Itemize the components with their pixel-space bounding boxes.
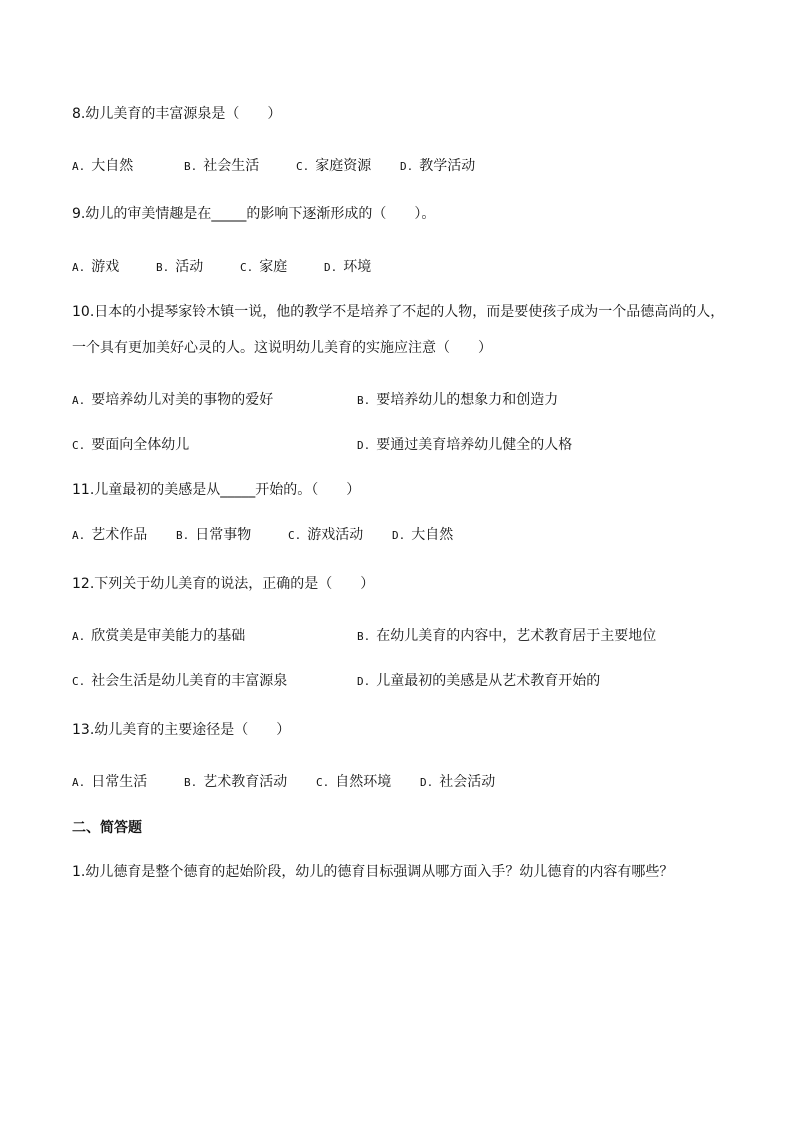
option-a[interactable]: A. 要培养幼儿对美的事物的爱好 (72, 392, 274, 408)
question-11 (72, 480, 360, 500)
option-d[interactable]: D. 要通过美育培养幼儿健全的人格 (357, 437, 573, 453)
option-d[interactable]: D. 社会活动 (420, 774, 496, 790)
option-c[interactable]: C. 家庭 (240, 259, 288, 275)
question-10-line-1 (72, 302, 724, 322)
question-text: 9.幼儿的审美情趣是在_____的影响下逐渐形成的（ ）。 (72, 206, 436, 222)
option-c[interactable]: C. 要面向全体幼儿 (72, 437, 190, 453)
question-text: 12.下列关于幼儿美育的说法，正确的是（ ） (72, 576, 375, 592)
option-d[interactable]: D. 儿童最初的美感是从艺术教育开始的 (357, 673, 601, 689)
question-9 (72, 204, 435, 224)
option-b[interactable]: B. 日常事物 (176, 527, 252, 543)
question-text: 一个具有更加美好心灵的人。这说明幼儿美育的实施应注意（ ） (72, 340, 492, 356)
option-c[interactable]: C. 家庭资源 (296, 158, 372, 174)
option-d[interactable]: D. 教学活动 (400, 158, 476, 174)
option-c[interactable]: C. 游戏活动 (288, 527, 364, 543)
option-b[interactable]: B. 社会生活 (184, 158, 260, 174)
question-12 (72, 574, 374, 594)
question-text: 8.幼儿美育的丰富源泉是（ ） (72, 106, 282, 122)
question-text: 1.幼儿德育是整个德育的起始阶段，幼儿的德育目标强调从哪方面入手？幼儿德育的内容有哪些？ (72, 864, 674, 880)
short-answer-question-1 (72, 862, 673, 882)
option-c[interactable]: C. 自然环境 (316, 774, 392, 790)
option-b[interactable]: B. 在幼儿美育的内容中，艺术教育居于主要地位 (357, 628, 657, 644)
question-text: 13.幼儿美育的主要途径是（ ） (72, 722, 291, 738)
question-13 (72, 720, 290, 740)
option-a[interactable]: A. 游戏 (72, 259, 120, 275)
section-title: 二、简答题 (72, 820, 142, 836)
question-text: 10.日本的小提琴家铃木镇一说，他的教学不是培养了不起的人物，而是要使孩子成为一个品德高尚的人， (72, 304, 725, 320)
option-a[interactable]: A. 欣赏美是审美能力的基础 (72, 628, 246, 644)
option-a[interactable]: A. 日常生活 (72, 774, 148, 790)
option-a[interactable]: A. 大自然 (72, 158, 134, 174)
option-b[interactable]: B. 要培养幼儿的想象力和创造力 (357, 392, 559, 408)
option-d[interactable]: D. 大自然 (392, 527, 454, 543)
question-text: 11.儿童最初的美感是从_____开始的。（ ） (72, 482, 361, 498)
option-d[interactable]: D. 环境 (324, 259, 372, 275)
option-b[interactable]: B. 活动 (156, 259, 204, 275)
question-10-line-2 (72, 338, 492, 358)
option-a[interactable]: A. 艺术作品 (72, 527, 148, 543)
option-c[interactable]: C. 社会生活是幼儿美育的丰富源泉 (72, 673, 288, 689)
option-b[interactable]: B. 艺术教育活动 (184, 774, 288, 790)
question-8 (72, 104, 281, 124)
